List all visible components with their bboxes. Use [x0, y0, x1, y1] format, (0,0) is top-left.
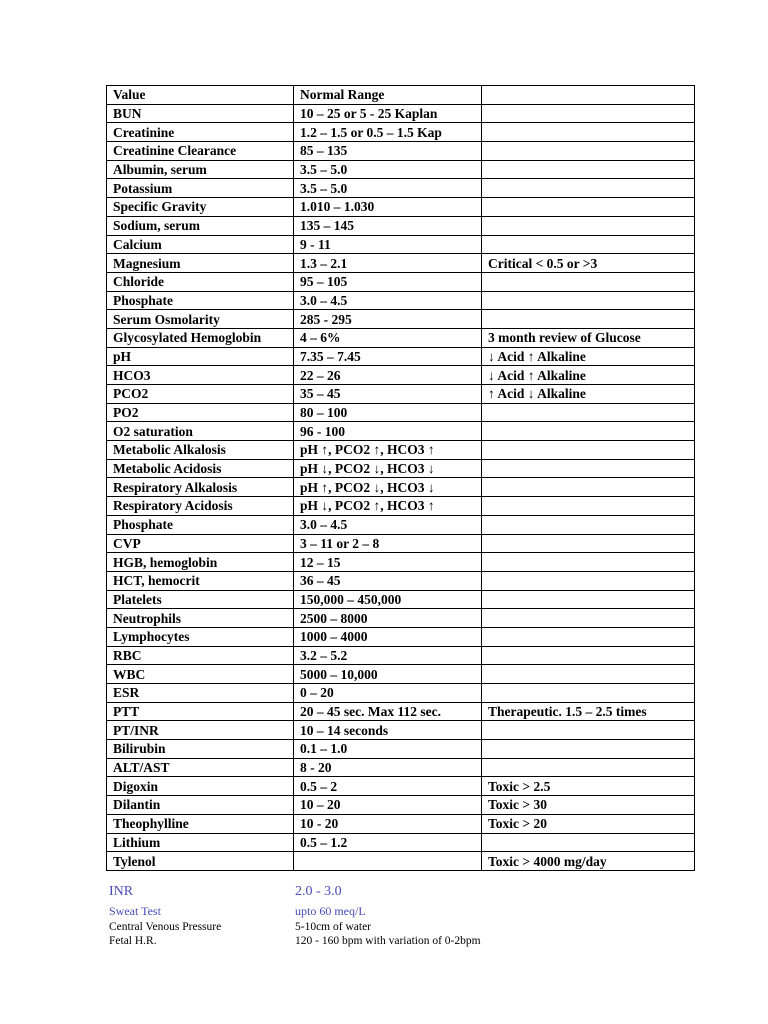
- notes: [482, 833, 695, 852]
- table-row: [107, 403, 695, 422]
- table-row: [107, 104, 695, 123]
- lab-values-table: [106, 85, 695, 871]
- notes: [482, 310, 695, 329]
- table-row: [107, 291, 695, 310]
- footer-value: 5-10cm of water: [295, 921, 371, 933]
- notes: [482, 571, 695, 590]
- normal-range: 0.5 – 1.2: [294, 833, 482, 852]
- table-row: [107, 497, 695, 516]
- normal-range: 1.3 – 2.1: [294, 254, 482, 273]
- table-row: [107, 347, 695, 366]
- notes: [482, 235, 695, 254]
- normal-range: 3.5 – 5.0: [294, 179, 482, 198]
- lab-test-name: Chloride: [107, 272, 294, 291]
- normal-range: pH ↑, PCO2 ↓, HCO3 ↓: [294, 478, 482, 497]
- normal-range: 1.2 – 1.5 or 0.5 – 1.5 Kap: [294, 123, 482, 142]
- notes: Toxic > 30: [482, 796, 695, 815]
- lab-test-name: WBC: [107, 665, 294, 684]
- lab-test-name: Respiratory Acidosis: [107, 497, 294, 516]
- notes: [482, 179, 695, 198]
- notes: [482, 609, 695, 628]
- lab-test-name: Tylenol: [107, 852, 294, 871]
- normal-range: 12 – 15: [294, 553, 482, 572]
- normal-range: 5000 – 10,000: [294, 665, 482, 684]
- normal-range: 85 – 135: [294, 142, 482, 161]
- lab-test-name: Metabolic Alkalosis: [107, 441, 294, 460]
- normal-range: 3 – 11 or 2 – 8: [294, 534, 482, 553]
- table-row: [107, 721, 695, 740]
- notes: [482, 422, 695, 441]
- normal-range: pH ↓, PCO2 ↓, HCO3 ↓: [294, 459, 482, 478]
- table-row: [107, 534, 695, 553]
- table-row: [107, 366, 695, 385]
- notes: [482, 553, 695, 572]
- table-header-row: [107, 86, 695, 105]
- lab-test-name: Albumin, serum: [107, 160, 294, 179]
- normal-range: 3.2 – 5.2: [294, 646, 482, 665]
- table-row: [107, 646, 695, 665]
- table-row: [107, 665, 695, 684]
- lab-test-name: Platelets: [107, 590, 294, 609]
- table-row: [107, 272, 695, 291]
- table-row: [107, 160, 695, 179]
- notes: [482, 627, 695, 646]
- footer-notes: [109, 884, 689, 948]
- table-row: [107, 740, 695, 759]
- normal-range: pH ↓, PCO2 ↑, HCO3 ↑: [294, 497, 482, 516]
- normal-range: 135 – 145: [294, 216, 482, 235]
- notes: [482, 441, 695, 460]
- notes: [482, 758, 695, 777]
- notes: [482, 478, 695, 497]
- table-row: [107, 328, 695, 347]
- notes: Toxic > 2.5: [482, 777, 695, 796]
- lab-test-name: Lymphocytes: [107, 627, 294, 646]
- lab-test-name: Bilirubin: [107, 740, 294, 759]
- lab-values-body: [107, 86, 695, 871]
- notes: [482, 272, 695, 291]
- notes: 3 month review of Glucose: [482, 328, 695, 347]
- normal-range: 2500 – 8000: [294, 609, 482, 628]
- normal-range: 80 – 100: [294, 403, 482, 422]
- notes: [482, 403, 695, 422]
- footer-value: 120 - 160 bpm with variation of 0-2bpm: [295, 935, 481, 947]
- table-row: [107, 422, 695, 441]
- notes: [482, 459, 695, 478]
- table-row: [107, 796, 695, 815]
- notes: [482, 646, 695, 665]
- lab-test-name: Lithium: [107, 833, 294, 852]
- table-row: [107, 123, 695, 142]
- notes: [482, 142, 695, 161]
- notes: ↓ Acid ↑ Alkaline: [482, 347, 695, 366]
- table-row: [107, 179, 695, 198]
- table-row: [107, 702, 695, 721]
- normal-range: 95 – 105: [294, 272, 482, 291]
- normal-range: [294, 852, 482, 871]
- footer-row-sweat-test: [109, 903, 689, 920]
- footer-row-inr: [109, 884, 689, 903]
- notes: ↓ Acid ↑ Alkaline: [482, 366, 695, 385]
- lab-test-name: Serum Osmolarity: [107, 310, 294, 329]
- notes: Toxic > 4000 mg/day: [482, 852, 695, 871]
- normal-range: 10 – 25 or 5 - 25 Kaplan: [294, 104, 482, 123]
- table-row: [107, 590, 695, 609]
- lab-test-name: Digoxin: [107, 777, 294, 796]
- normal-range: 285 - 295: [294, 310, 482, 329]
- lab-test-name: Neutrophils: [107, 609, 294, 628]
- normal-range: 0.5 – 2: [294, 777, 482, 796]
- lab-test-name: BUN: [107, 104, 294, 123]
- lab-test-name: ESR: [107, 684, 294, 703]
- lab-test-name: ALT/AST: [107, 758, 294, 777]
- lab-test-name: PT/INR: [107, 721, 294, 740]
- normal-range: 1000 – 4000: [294, 627, 482, 646]
- footer-row-central-venous-pressure: [109, 920, 689, 934]
- table-row: [107, 777, 695, 796]
- lab-test-name: PCO2: [107, 385, 294, 404]
- footer-value: 2.0 - 3.0: [295, 884, 342, 899]
- lab-test-name: Phosphate: [107, 291, 294, 310]
- normal-range: 10 - 20: [294, 814, 482, 833]
- notes: [482, 291, 695, 310]
- lab-test-name: HCT, hemocrit: [107, 571, 294, 590]
- table-row: [107, 684, 695, 703]
- lab-test-name-header: Value: [107, 86, 294, 105]
- lab-test-name: Potassium: [107, 179, 294, 198]
- lab-test-name: pH: [107, 347, 294, 366]
- normal-range: 22 – 26: [294, 366, 482, 385]
- notes: [482, 497, 695, 516]
- table-row: [107, 235, 695, 254]
- table-row: [107, 478, 695, 497]
- table-row: [107, 571, 695, 590]
- notes: [482, 590, 695, 609]
- table-row: [107, 814, 695, 833]
- notes: [482, 160, 695, 179]
- table-row: [107, 216, 695, 235]
- footer-row-fetal-hr: [109, 934, 689, 948]
- notes: [482, 665, 695, 684]
- table-row: [107, 833, 695, 852]
- lab-test-name: Creatinine Clearance: [107, 142, 294, 161]
- normal-range: 3.0 – 4.5: [294, 291, 482, 310]
- footer-label: INR: [109, 884, 134, 899]
- footer-label: Sweat Test: [109, 904, 161, 918]
- lab-test-name: HGB, hemoglobin: [107, 553, 294, 572]
- normal-range: 8 - 20: [294, 758, 482, 777]
- normal-range: 0.1 – 1.0: [294, 740, 482, 759]
- lab-test-name: RBC: [107, 646, 294, 665]
- notes: [482, 534, 695, 553]
- normal-range: 10 – 14 seconds: [294, 721, 482, 740]
- lab-test-name: PTT: [107, 702, 294, 721]
- lab-test-name: Dilantin: [107, 796, 294, 815]
- table-row: [107, 553, 695, 572]
- footer-label: Fetal H.R.: [109, 935, 157, 947]
- notes: Toxic > 20: [482, 814, 695, 833]
- normal-range: 7.35 – 7.45: [294, 347, 482, 366]
- notes-header: [482, 86, 695, 105]
- normal-range: 36 – 45: [294, 571, 482, 590]
- footer-value: upto 60 meq/L: [295, 904, 366, 918]
- lab-test-name: Theophylline: [107, 814, 294, 833]
- table-row: [107, 852, 695, 871]
- lab-test-name: HCO3: [107, 366, 294, 385]
- lab-test-name: Sodium, serum: [107, 216, 294, 235]
- table-row: [107, 441, 695, 460]
- notes: [482, 740, 695, 759]
- table-row: [107, 254, 695, 273]
- normal-range: 0 – 20: [294, 684, 482, 703]
- lab-test-name: Respiratory Alkalosis: [107, 478, 294, 497]
- table-row: [107, 627, 695, 646]
- notes: [482, 123, 695, 142]
- table-row: [107, 198, 695, 217]
- lab-test-name: CVP: [107, 534, 294, 553]
- notes: Therapeutic. 1.5 – 2.5 times: [482, 702, 695, 721]
- table-row: [107, 609, 695, 628]
- normal-range: 96 - 100: [294, 422, 482, 441]
- table-row: [107, 758, 695, 777]
- table-row: [107, 459, 695, 478]
- normal-range: 1.010 – 1.030: [294, 198, 482, 217]
- notes: [482, 684, 695, 703]
- lab-test-name: Magnesium: [107, 254, 294, 273]
- notes: [482, 721, 695, 740]
- table-row: [107, 142, 695, 161]
- lab-test-name: O2 saturation: [107, 422, 294, 441]
- lab-test-name: Metabolic Acidosis: [107, 459, 294, 478]
- table-row: [107, 310, 695, 329]
- notes: Critical < 0.5 or >3: [482, 254, 695, 273]
- normal-range: 35 – 45: [294, 385, 482, 404]
- normal-range: 9 - 11: [294, 235, 482, 254]
- notes: [482, 104, 695, 123]
- normal-range: 4 – 6%: [294, 328, 482, 347]
- normal-range: 20 – 45 sec. Max 112 sec.: [294, 702, 482, 721]
- normal-range: pH ↑, PCO2 ↑, HCO3 ↑: [294, 441, 482, 460]
- lab-test-name: Calcium: [107, 235, 294, 254]
- footer-label: Central Venous Pressure: [109, 921, 222, 933]
- notes: [482, 515, 695, 534]
- notes: [482, 198, 695, 217]
- normal-range-header: Normal Range: [294, 86, 482, 105]
- table-row: [107, 515, 695, 534]
- lab-test-name: PO2: [107, 403, 294, 422]
- normal-range: 3.5 – 5.0: [294, 160, 482, 179]
- lab-test-name: Glycosylated Hemoglobin: [107, 328, 294, 347]
- lab-test-name: Creatinine: [107, 123, 294, 142]
- normal-range: 10 – 20: [294, 796, 482, 815]
- normal-range: 150,000 – 450,000: [294, 590, 482, 609]
- notes: [482, 216, 695, 235]
- table-row: [107, 385, 695, 404]
- lab-test-name: Specific Gravity: [107, 198, 294, 217]
- lab-test-name: Phosphate: [107, 515, 294, 534]
- notes: ↑ Acid ↓ Alkaline: [482, 385, 695, 404]
- normal-range: 3.0 – 4.5: [294, 515, 482, 534]
